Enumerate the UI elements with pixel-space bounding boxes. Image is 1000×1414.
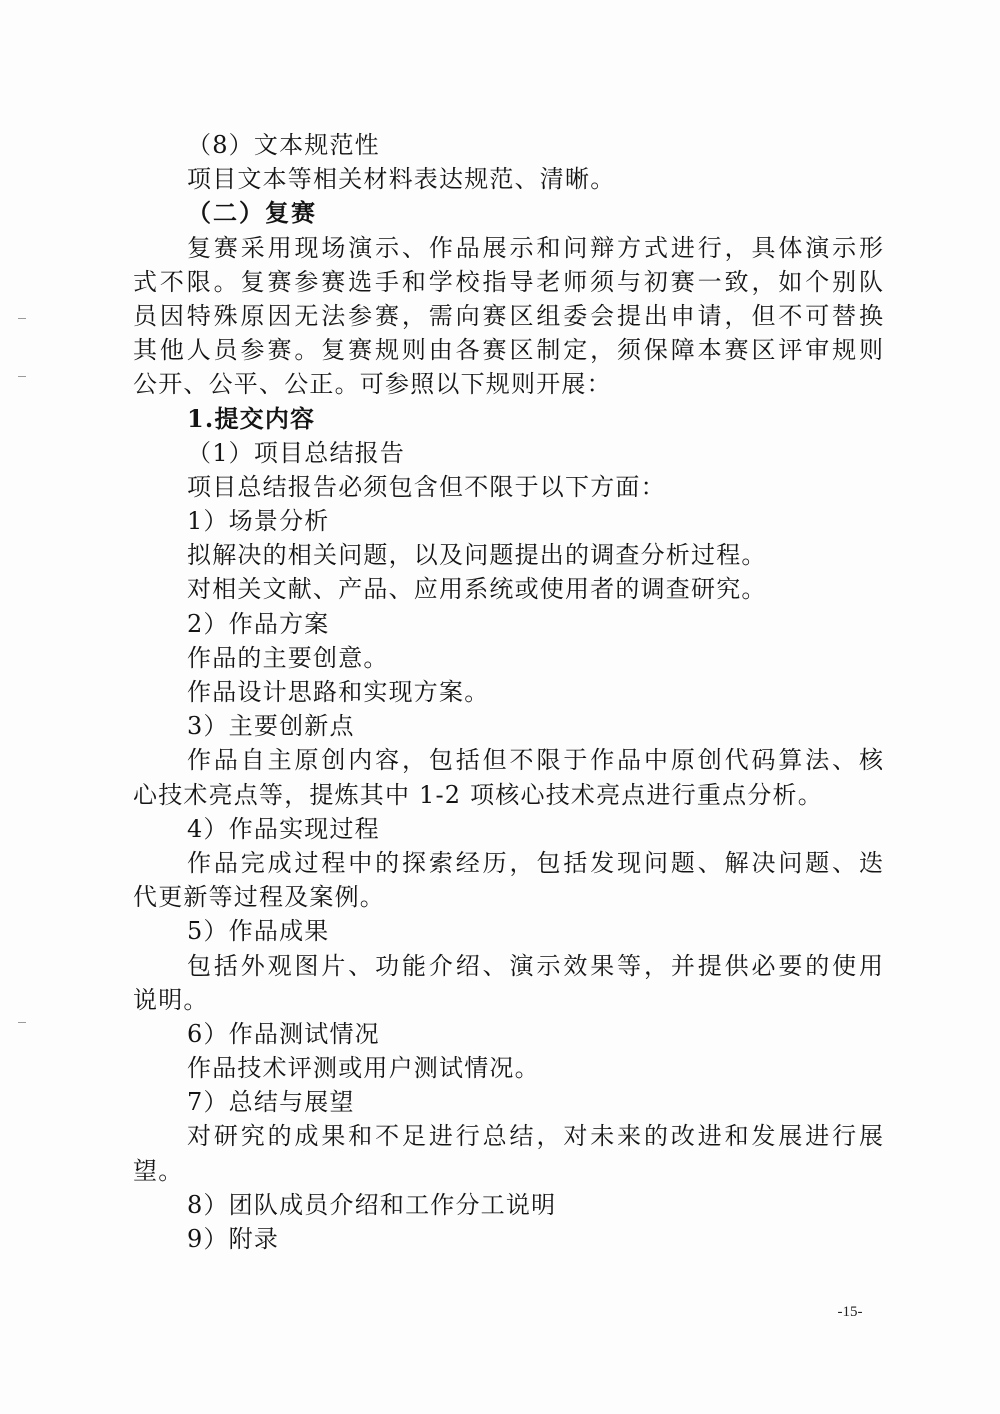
list-item-title: 1）场景分析	[187, 507, 330, 536]
section-item-title: （1）项目总结报告	[187, 438, 406, 467]
paragraph: 项目总结报告必须包含但不限于以下方面：	[187, 472, 666, 501]
list-item-title: 9）附录	[187, 1225, 280, 1253]
list-item-title: 2）作品方案	[187, 609, 330, 638]
paragraph-line: 作品自主原创内容，包括但不限于作品中原创代码算法、核	[187, 746, 883, 775]
paragraph-line: 公开、公平、公正。可参照以下规则开展：	[133, 370, 612, 399]
paragraph: 拟解决的相关问题，以及问题提出的调查分析过程。	[187, 541, 767, 570]
paragraph-line: 复赛采用现场演示、作品展示和问辩方式进行，具体演示形	[187, 233, 883, 262]
paragraph: 对相关文献、产品、应用系统或使用者的调查研究。	[187, 575, 767, 604]
paragraph-line: 代更新等过程及案例。	[133, 883, 385, 912]
paragraph-line: 包括外观图片、功能介绍、演示效果等，并提供必要的使用	[187, 951, 883, 980]
scan-margin-mark	[18, 1022, 26, 1023]
paragraph-line: 其他人员参赛。复赛规则由各赛区制定，须保障本赛区评审规则	[133, 336, 883, 365]
paragraph: 项目文本等相关材料表达规范、清晰。	[187, 165, 616, 194]
paragraph: 作品设计思路和实现方案。	[187, 678, 490, 706]
paragraph-line: 心技术亮点等，提炼其中 1-2 项核心技术亮点进行重点分析。	[133, 780, 823, 809]
paragraph: 作品的主要创意。	[187, 643, 389, 672]
scan-margin-mark	[18, 376, 26, 377]
list-item-title: 7）总结与展望	[187, 1088, 355, 1117]
list-item-title: 5）作品成果	[187, 917, 330, 946]
paragraph-line: 式不限。复赛参赛选手和学校指导老师须与初赛一致，如个别队	[133, 267, 883, 296]
page-number: -15-	[837, 1304, 863, 1320]
document-body	[133, 128, 883, 1256]
list-item-title: 3）主要创新点	[187, 712, 355, 741]
list-item-title: 8）团队成员介绍和工作分工说明	[187, 1190, 557, 1219]
paragraph: 作品技术评测或用户测试情况。	[187, 1054, 540, 1083]
scan-margin-mark	[18, 318, 26, 319]
section-heading: （二）复赛	[187, 198, 317, 228]
paragraph-line: 对研究的成果和不足进行总结，对未来的改进和发展进行展	[187, 1122, 883, 1151]
list-item-title: 6）作品测试情况	[187, 1019, 380, 1048]
paragraph-line: 说明。	[133, 985, 209, 1014]
section-item-title: （8）文本规范性	[187, 131, 380, 159]
paragraph-line: 员因特殊原因无法参赛，需向赛区组委会提出申请，但不可替换	[133, 301, 883, 330]
paragraph-line: 望。	[133, 1156, 184, 1185]
paragraph-line: 作品完成过程中的探索经历，包括发现问题、解决问题、迭	[187, 848, 883, 877]
subsection-heading: 1.提交内容	[187, 403, 316, 433]
list-item-title: 4）作品实现过程	[187, 814, 380, 843]
